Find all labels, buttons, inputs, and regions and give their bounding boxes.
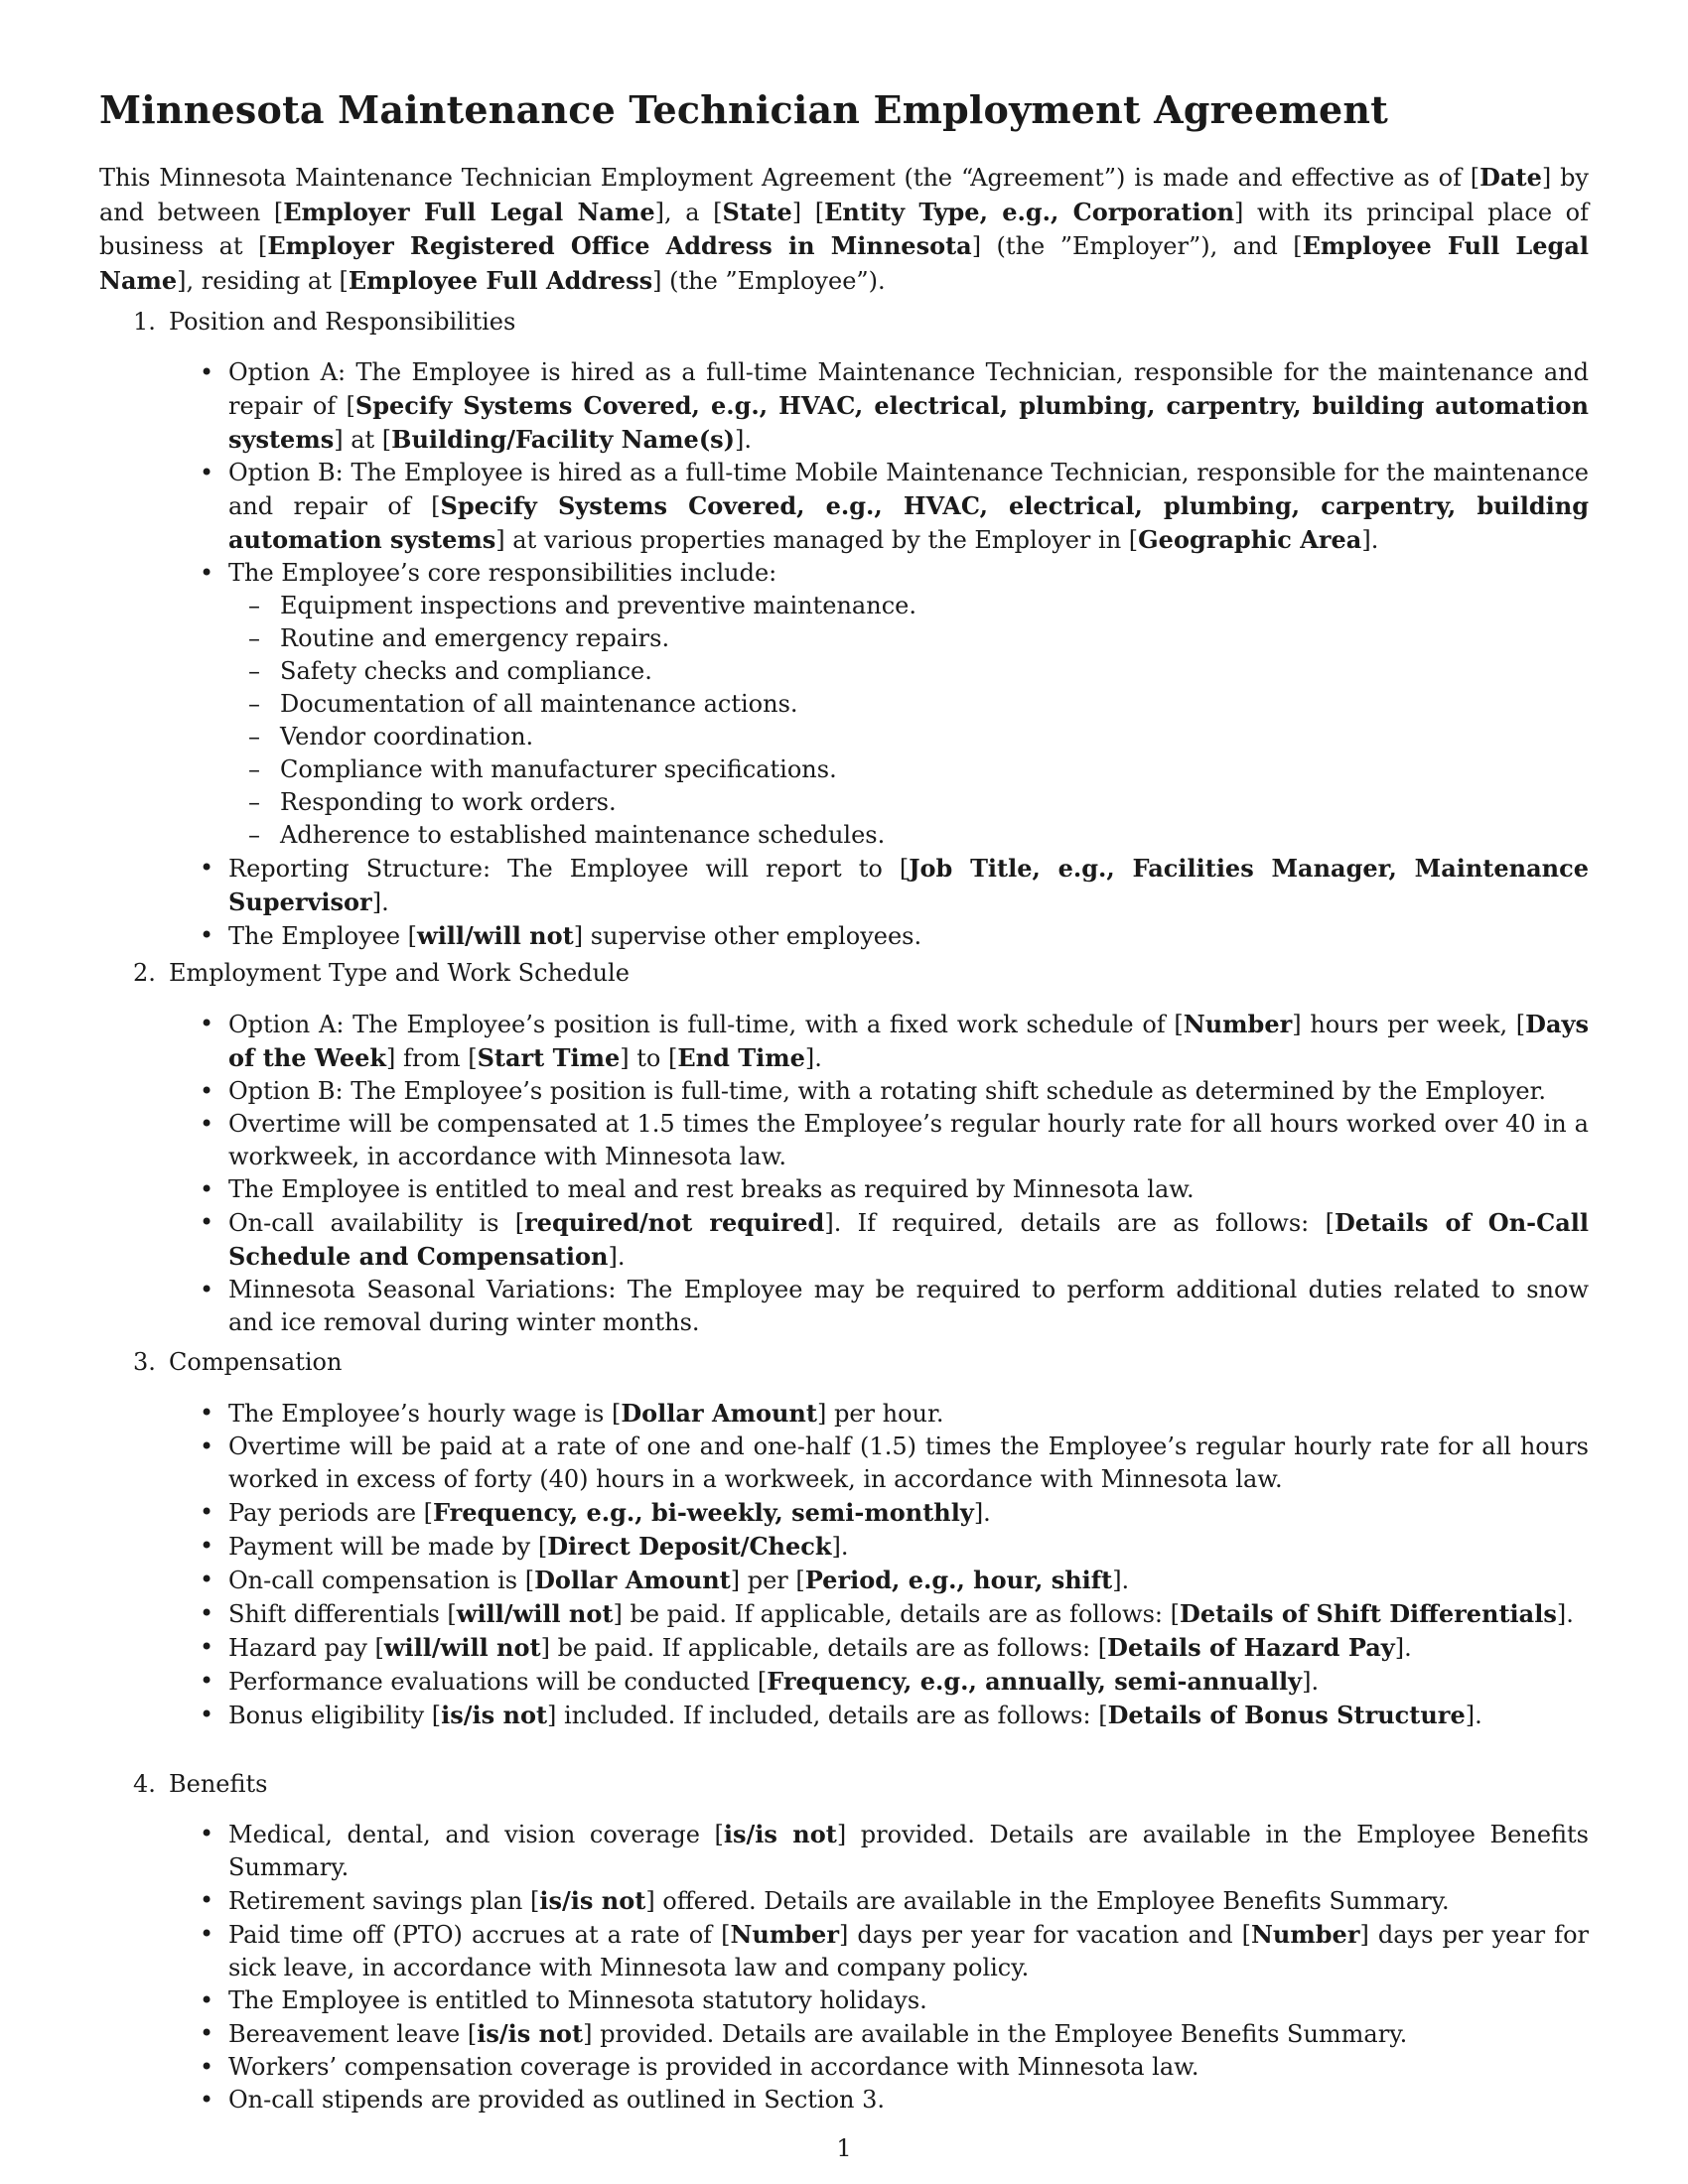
placeholder-field: Specify Systems Covered, e.g., HVAC, electrical, plumbing, carpentry, building automation systems (228, 491, 1589, 554)
placeholder-field: Employer Full Legal Name (283, 197, 655, 226)
placeholder-field: Dollar Amount (621, 1399, 817, 1428)
placeholder-field: Days of the Week (228, 1010, 1589, 1072)
section-number: 1. (133, 308, 156, 336)
placeholder-field: Details of Bonus Structure (1107, 1701, 1466, 1729)
sublist-item: – Equipment inspections and preventive maintenance. (228, 590, 1589, 622)
list-item: • Pay periods are [Frequency, e.g., bi-weekly, semi-monthly]. (228, 1496, 1589, 1530)
placeholder-field: Details of On-Call Schedule and Compensation (228, 1208, 1590, 1271)
section-heading (133, 1346, 342, 1379)
list-item: • The Employee is entitled to Minnesota statutory holidays. (228, 1984, 1589, 2017)
list-item: • On-call availability is [required/not required]. If required, details are as follows: [Details of On-Call Schedule and Compensation]. (228, 1206, 1589, 1274)
list-item: • On-call compensation is [Dollar Amount] per [Period, e.g., hour, shift]. (228, 1564, 1589, 1597)
placeholder-field: Entity Type, e.g., Corporation (824, 197, 1235, 226)
sublist-item: – Documentation of all maintenance actions. (228, 688, 1589, 721)
list-item: • Bereavement leave [is/is not] provided. Details are available in the Employee Benefits Summary. (228, 2017, 1589, 2051)
document-page (99, 0, 1589, 2184)
list-item: • Reporting Structure: The Employee will report to [Job Title, e.g., Facilities Manager, Maintenance Supervisor]. (228, 852, 1589, 919)
list-item: • Bonus eligibility [is/is not] included. If included, details are as follows: [Details of Bonus Structure]. (228, 1699, 1589, 1732)
placeholder-field: Number (730, 1920, 839, 1949)
placeholder-field: Employer Registered Office Address in Minnesota (267, 231, 972, 260)
placeholder-field: will/will not (383, 1633, 541, 1662)
list-item: • Option B: The Employee is hired as a full-time Mobile Maintenance Technician, responsible for the maintenance and repair of [Specify Systems Covered, e.g., HVAC, electrical, plumbing, carpentry, building automation systems] at various properties managed by the Employer in [Geographic Area]. (228, 457, 1589, 557)
placeholder-field: Number (1183, 1010, 1293, 1038)
placeholder-field: Geographic Area (1138, 525, 1362, 554)
list-item: • Overtime will be compensated at 1.5 times the Employee’s regular hourly rate for all hours worked over 40 in a workweek, in accordance with Minnesota law. (228, 1108, 1589, 1173)
placeholder-field: Date (1479, 163, 1542, 192)
placeholder-field: Frequency, e.g., annually, semi-annually (767, 1667, 1303, 1696)
section-heading (133, 306, 515, 339)
list-item: • Payment will be made by [Direct Deposit/Check]. (228, 1530, 1589, 1564)
list-item (228, 557, 1589, 852)
placeholder-field: will/will not (456, 1599, 614, 1628)
section-title: Compensation (169, 1348, 343, 1376)
list-item: • On-call stipends are provided as outlined in Section 3. (228, 2084, 1589, 2116)
placeholder-field: Dollar Amount (534, 1566, 731, 1594)
sublist-item: – Responding to work orders. (228, 786, 1589, 819)
list-item: • Minnesota Seasonal Variations: The Employee may be required to perform additional duties related to snow and ice removal during winter months. (228, 1274, 1589, 1339)
list-item: • Workers’ compensation coverage is provided in accordance with Minnesota law. (228, 2051, 1589, 2084)
list-item: • The Employee’s hourly wage is [Dollar Amount] per hour. (228, 1397, 1589, 1431)
list-item: • Medical, dental, and vision coverage [is/is not] provided. Details are available in the Employee Benefits Summary. (228, 1818, 1589, 1884)
placeholder-field: End Time (677, 1043, 805, 1072)
placeholder-field: Details of Shift Differentials (1180, 1599, 1557, 1628)
section-list (228, 1818, 1589, 2116)
section-list (228, 1008, 1589, 1339)
list-item: • Hazard pay [will/will not] be paid. If applicable, details are as follows: [Details of Hazard Pay]. (228, 1631, 1589, 1665)
placeholder-field: Job Title, e.g., Facilities Manager, Maintenance Supervisor (228, 854, 1589, 916)
placeholder-field: Period, e.g., hour, shift (804, 1566, 1113, 1594)
placeholder-field: is/is not (441, 1701, 548, 1729)
placeholder-field: Building/Facility Name(s) (391, 425, 736, 454)
list-item: • Shift differentials [will/will not] be paid. If applicable, details are as follows: [Details of Shift Differentials]. (228, 1597, 1589, 1631)
section-title: Benefits (169, 1770, 268, 1798)
list-item: • The Employee is entitled to meal and rest breaks as required by Minnesota law. (228, 1173, 1589, 1206)
section-title: Employment Type and Work Schedule (169, 959, 630, 987)
sublist-item: – Safety checks and compliance. (228, 655, 1589, 688)
list-item-text: The Employee’s core responsibilities include: (228, 559, 777, 587)
placeholder-field: Frequency, e.g., bi-weekly, semi-monthly (433, 1498, 974, 1527)
page-number: 1 (836, 2134, 852, 2162)
list-item: • Overtime will be paid at a rate of one and one-half (1.5) times the Employee’s regular hourly rate for all hours worked in excess of forty (40) hours in a workweek, in accordance with Minnesota law. (228, 1431, 1589, 1496)
list-item: • Option A: The Employee’s position is full-time, with a fixed work schedule of [Number] hours per week, [Days of the Week] from [Start Time] to [End Time]. (228, 1008, 1589, 1075)
section-title: Position and Responsibilities (169, 308, 516, 336)
list-item: • Option B: The Employee’s position is full-time, with a rotating shift schedule as determined by the Employer. (228, 1075, 1589, 1108)
list-item: • Performance evaluations will be conducted [Frequency, e.g., annually, semi-annually]. (228, 1665, 1589, 1699)
section-number: 2. (133, 959, 156, 987)
list-item: • Paid time off (PTO) accrues at a rate of [Number] days per year for vacation and [Number] days per year for sick leave, in accordance with Minnesota law and company policy. (228, 1918, 1589, 1984)
sublist-item: – Adherence to established maintenance schedules. (228, 819, 1589, 852)
responsibilities-sublist (228, 590, 1589, 852)
section-heading (133, 957, 630, 990)
section-heading (133, 1768, 267, 1801)
placeholder-field: Direct Deposit/Check (547, 1532, 832, 1561)
placeholder-field: Number (1250, 1920, 1360, 1949)
intro-paragraph: This Minnesota Maintenance Technician Employment Agreement (the “Agreement”) is made and effective as of [Date] by and between [Employer Full Legal Name], a [State] [Entity Type, e.g., Corporation] with its principal place of business at [Employer Registered Office Address in Minnesota] (the ”Employer”), and [Employee Full Legal Name], residing at [Employee Full Address] (the ”Employee”). (99, 163, 1589, 295)
document-title: Minnesota Maintenance Technician Employment Agreement (99, 87, 1388, 132)
placeholder-field: is/is not (539, 1886, 646, 1915)
placeholder-field: Details of Hazard Pay (1107, 1633, 1395, 1662)
sublist-item: – Vendor coordination. (228, 721, 1589, 753)
placeholder-field: Employee Full Address (348, 265, 653, 295)
list-item: • Option A: The Employee is hired as a full-time Maintenance Technician, responsible for the maintenance and repair of [Specify Systems Covered, e.g., HVAC, electrical, plumbing, carpentry, building automation systems] at [Building/Facility Name(s)]. (228, 356, 1589, 457)
sublist-item: – Routine and emergency repairs. (228, 622, 1589, 655)
section-number: 4. (133, 1770, 156, 1798)
sublist-item: – Compliance with manufacturer specifications. (228, 753, 1589, 786)
placeholder-field: will/will not (417, 921, 574, 950)
section-list (228, 1397, 1589, 1732)
placeholder-field: is/is not (723, 1820, 837, 1848)
placeholder-field: Employee Full Legal Name (99, 231, 1589, 295)
list-item: • The Employee [will/will not] supervise other employees. (228, 919, 1589, 953)
placeholder-field: Specify Systems Covered, e.g., HVAC, electrical, plumbing, carpentry, building automation systems (228, 391, 1590, 454)
placeholder-field: State (722, 197, 792, 226)
placeholder-field: required/not required (524, 1208, 825, 1237)
placeholder-field: is/is not (477, 2019, 584, 2048)
list-item: • Retirement savings plan [is/is not] offered. Details are available in the Employee Benefits Summary. (228, 1884, 1589, 1918)
section-number: 3. (133, 1348, 156, 1376)
section-list (228, 356, 1589, 953)
placeholder-field: Start Time (477, 1043, 621, 1072)
